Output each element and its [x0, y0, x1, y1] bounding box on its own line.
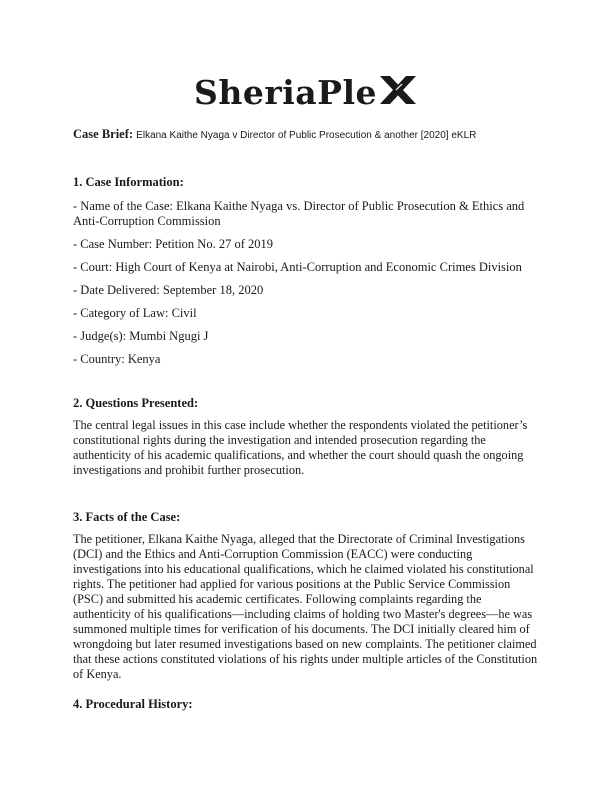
questions-presented-section	[73, 396, 541, 478]
logo-wordmark: SheriaPle	[194, 73, 377, 112]
country-item: - Country: Kenya	[73, 352, 161, 366]
date-delivered-item: - Date Delivered: September 18, 2020	[73, 283, 264, 297]
judges-item: - Judge(s): Mumbi Ngugi J	[73, 329, 209, 343]
logo-x-mark-icon	[378, 74, 418, 111]
case-information-section	[73, 175, 541, 367]
case-name-item: - Name of the Case: Elkana Kaithe Nyaga vs. Director of Public Prosecution & Ethics and Anti-Corruption Commission	[73, 199, 525, 228]
questions-presented-heading: 2. Questions Presented:	[73, 396, 199, 410]
case-brief-label: Case Brief:	[73, 127, 134, 141]
case-brief-line	[73, 127, 476, 142]
court-item: - Court: High Court of Kenya at Nairobi, Anti-Corruption and Economic Crimes Division	[73, 260, 522, 274]
case-information-heading: 1. Case Information:	[73, 175, 184, 189]
facts-of-the-case-section	[73, 510, 541, 682]
questions-presented-text: The central legal issues in this case include whether the respondents violated the petitioner’s constitutional rights during the investigation and intended prosecution regarding the authenticity of his academic qualifications, and whether the court should quash the ongoing investigations and prohibit further prosecution.	[73, 418, 528, 477]
category-of-law-item: - Category of Law: Civil	[73, 306, 197, 320]
facts-of-the-case-heading: 3. Facts of the Case:	[73, 510, 181, 524]
case-number-item: - Case Number: Petition No. 27 of 2019	[73, 237, 273, 251]
facts-of-the-case-text: The petitioner, Elkana Kaithe Nyaga, alleged that the Directorate of Criminal Investigations (DCI) and the Ethics and Anti-Corruption Commission (EACC) were conducting investigations into his educational qualifications, which he claimed violated his constitutional rights. The petitioner had applied for various positions at the Public Service Commission (PSC) and submitted his academic certificates. Following complaints regarding the authenticity of his qualifications—including claims of holding two Master's degrees—he was summoned multiple times for verification of his documents. The DCI initially cleared him of wrongdoing but later resumed investigations based on new complaints. The petitioner claimed that these actions constituted violations of his rights under multiple articles of the Constitution of Kenya.	[73, 532, 538, 681]
procedural-history-section	[73, 697, 541, 712]
procedural-history-heading: 4. Procedural History:	[73, 697, 193, 711]
case-brief-title: Elkana Kaithe Nyaga v Director of Public Prosecution & another [2020] eKLR	[136, 130, 477, 141]
sheriaplex-logo	[0, 73, 612, 112]
